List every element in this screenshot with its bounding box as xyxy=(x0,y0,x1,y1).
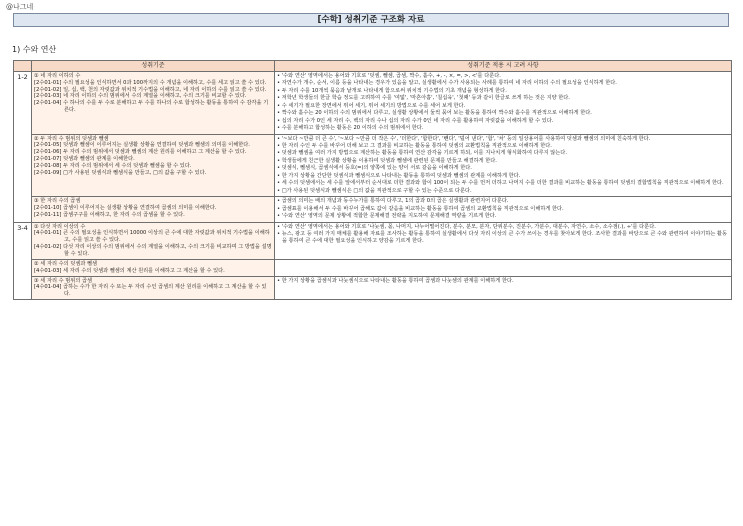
standard-item: [2수01-09] □가 사용된 덧셈식과 뺄셈식을 만들고, □의 값을 구할 수 있다. xyxy=(34,169,207,176)
standard-item: [4수01-02] 다섯 자리 이상의 수의 범위에서 수의 계열을 이해하고, 수의 크기를 비교하며 그 방법을 설명할 수 있다. xyxy=(34,244,272,257)
consideration-item: • 십의 자리 수가 0인 세 자리 수, 백의 자리 수나 십의 자리 수가 0인 네 자리 수를 활용하여 자릿값을 이해하게 할 수 있다. xyxy=(277,118,729,125)
considerations-cell xyxy=(275,197,732,222)
table-row xyxy=(14,71,732,134)
grade-band-cell: 3-4 xyxy=(14,222,32,300)
consideration-item: • 두 자리 수를 10개씩 묶음과 낱개로 나타내게 함으로써 위치적 기수법의 기초 개념을 형성하게 한다. xyxy=(277,88,729,95)
standards-cell xyxy=(32,197,275,222)
consideration-item: • 저학년 학생들의 한글 학습 정도를 고려하여 수를 '여덟', '마흔아홉', '칠십육', '첫째' 등과 같이 한글로 쓰게 하는 것은 지양 한다. xyxy=(277,95,729,102)
consideration-item: • '수와 연산' 영역에서는 용어와 기호로 '나눗셈, 몫, 나머지, 나누어떨어진다, 분수, 분모, 분자, 단위분수, 진분수, 가분수, 대분수, 자연수, 소수, 소수점(.), ÷'를 다룬다. xyxy=(277,224,729,231)
header-considerations: 성취기준 적용 시 고려 사항 xyxy=(275,61,732,72)
table-header-row xyxy=(14,61,732,72)
standards-cell xyxy=(32,222,275,259)
standards-cell xyxy=(32,71,275,134)
standards-block-title: ② 두 자리 수 범위의 덧셈과 뺄셈 xyxy=(34,135,109,142)
standard-item: [2수01-03] 네 자리 이하의 수의 범위에서 수의 계열을 이해하고, 수의 크기를 비교할 수 있다. xyxy=(34,93,247,100)
consideration-item: • '수와 연산' 영역의 문제 상황에 적합한 문제해결 전략을 지도하여 문제해결 역량을 기르게 한다. xyxy=(277,213,729,220)
standard-item: [2수01-10] 곱셈이 이루어지는 실생활 상황을 연결하여 곱셈의 의미를 이해한다. xyxy=(34,205,217,212)
considerations-cell xyxy=(275,259,732,276)
consideration-item: • 뉴스, 광고 등 여러 가지 매체를 활용해 자료를 조사하는 활동을 통하여 실생활에서 다섯 자리 이상의 큰 수가 쓰이는 경우를 찾아보게 한다. 조사한 결과를 바탕으로 큰 수와 관련하여 이야기하는 활동을 통하여 큰 수에 대한 필요성을 인식하고 양감을 기르게 한다. xyxy=(277,231,729,245)
considerations-cell xyxy=(275,134,732,197)
standard-item: [2수01-05] 덧셈과 뺄셈이 이루어지는 실생활 상황을 연결하여 덧셈과 뺄셈의 의미를 이해한다. xyxy=(34,142,250,149)
consideration-item: • 한 가지 상황을 곱셈식과 나눗셈식으로 나타내는 활동을 통하여 곱셈과 나눗셈의 관계를 이해하게 한다. xyxy=(277,278,729,285)
consideration-item: • 곱셈의 의미는 배의 개념과 동수누가를 통하여 다루고, 1의 곱과 0의 곱은 실생활과 관련지어 다룬다. xyxy=(277,198,729,205)
considerations-cell xyxy=(275,71,732,134)
header-grade-cell xyxy=(14,61,32,72)
standards-cell xyxy=(32,134,275,197)
standard-item: [4수01-01] 큰 수의 필요성을 인식하면서 10000 이상의 큰 수에 대한 자릿값과 위치적 기수법을 이해하고, 수를 읽고 쓸 수 있다. xyxy=(34,230,270,244)
header-standards: 성취기준 xyxy=(32,61,275,72)
achievement-table xyxy=(13,60,732,300)
table-row xyxy=(14,276,732,300)
table-row xyxy=(14,259,732,276)
consideration-item: • 학생들에게 친근한 실생활 상황을 이용하여 덧셈과 뺄셈에 관련된 문제를 만들고 해결하게 한다. xyxy=(277,158,729,165)
grade-band-cell: 1-2 xyxy=(14,71,32,222)
consideration-item: • '수와 연산' 영역에서는 용어와 기호로 '덧셈, 뺄셈, 곱셈, 짝수, 홀수, +, -, ×, =, >, <'를 다룬다. xyxy=(277,73,729,80)
consideration-item: • 한 가지 상황을 간단한 덧셈식과 뺄셈식으로 나타내는 활동을 통하여 덧셈과 뺄셈의 관계를 이해하게 한다. xyxy=(277,173,729,180)
consideration-item: • 덧셈과 뺄셈을 여러 가지 방법으로 계산하는 활동을 통하여 연산 감각을 기르게 하되, 이를 지나치게 형식화하여 다루지 않는다. xyxy=(277,150,729,157)
standards-block-title: ③ 세 자리 수 범위의 곱셈 xyxy=(34,277,92,284)
standard-item: [4수01-04] 곱하는 수가 한 자리 수 또는 두 자리 수인 곱셈의 계산 원리를 이해하고 그 계산을 할 수 있다. xyxy=(34,284,267,298)
table-row xyxy=(14,134,732,197)
standard-item: [2수01-04] 수 하나의 수를 두 수로 분해하고 두 수를 하나의 수로 합성하는 활동을 통하여 수 감각을 기른다. xyxy=(34,100,269,114)
consideration-item: • □가 사용된 덧셈식과 뺄셈식은 □의 값을 직관적으로 구할 수 있는 수준으로 다룬다. xyxy=(277,188,729,195)
considerations-cell xyxy=(275,222,732,259)
standards-block-title: ① 다섯 자리 이상의 수 xyxy=(34,223,86,230)
consideration-item: • 세 수의 덧셈에서는 세 수를 앞에서부터 순서대로 더한 결과와 합이 100이 되는 두 수를 먼저 더하고 나머지 수를 더한 결과를 비교하는 활동을 통하여 덧셈의 결합법칙을 직관적으로 이해하게 한다. xyxy=(277,180,729,187)
consideration-item: • 자연수가 개수, 순서, 이름 등을 나타내는 경우가 있음을 알고, 실생활에서 수가 사용되는 사례를 통하여 네 자리 이하의 수의 필요성을 인식하게 한다. xyxy=(277,80,729,87)
standard-item: [2수01-07] 덧셈과 뺄셈의 관계를 이해한다. xyxy=(34,156,135,163)
standards-cell xyxy=(32,259,275,276)
standard-item: [2수01-08] 두 자리 수의 범위에서 세 수의 덧셈과 뺄셈을 할 수 있다. xyxy=(34,162,192,169)
standard-item: [4수01-03] 세 자리 수의 덧셈과 뺄셈의 계산 원리를 이해하고 그 계산을 할 수 있다. xyxy=(34,267,225,274)
standards-block-title: ① 네 자리 이하의 수 xyxy=(34,72,81,79)
consideration-item: • 짝수와 홀수는 20 이하의 수의 범위에서 다루고, 실생활 상황에서 둘씩 묶어 보는 활동을 통하여 짝수와 홀수를 직관적으로 이해하게 한다. xyxy=(277,110,729,117)
consideration-item: • 수를 분해하고 합성하는 활동은 20 이하의 수의 범위에서 한다. xyxy=(277,125,729,132)
header-small-text: @나그네 xyxy=(6,3,34,11)
section-heading: 1) 수와 연산 xyxy=(12,45,57,54)
consideration-item: • 한 자리 수인 두 수를 바꾸어 더해 보고 그 결과를 비교하는 활동을 통하여 덧셈의 교환법칙을 직관적으로 이해하게 한다. xyxy=(277,143,729,150)
standard-item: [2수01-06] 두 자리 수의 범위에서 덧셈과 뺄셈의 계산 원리를 이해하고 그 계산을 할 수 있다. xyxy=(34,149,247,156)
standards-block-title: ③ 한 자리 수의 곱셈 xyxy=(34,198,81,205)
consideration-item: • 수 세기가 필요한 장면에서 뛰어 세기, 뛰어 세기의 방법으로 수를 세어 보게 한다. xyxy=(277,103,729,110)
standard-item: [2수01-11] 곱셈구구를 이해하고, 한 자리 수의 곱셈을 할 수 있다. xyxy=(34,211,185,218)
standard-item: [2수01-01] 수의 필요성을 인식하면서 0과 100까지의 수 개념을 이해하고, 수를 세고 읽고 쓸 수 있다. xyxy=(34,79,267,86)
consideration-item: • '~보다 ~만큼 더 큰 수', '~보다 ~만큼 더 작은 수', '더한다', '합한다', '뺀다', '덜어 낸다', '합', '차' 등의 일상용어를 사용하여 덧셈과 뺄셈의 의미에 친숙하게 한다. xyxy=(277,136,729,143)
standards-cell xyxy=(32,276,275,300)
page-title: [수학] 성취기준 구조화 자료 xyxy=(13,13,729,27)
considerations-cell xyxy=(275,276,732,300)
consideration-item: • 곱셈표를 이용해서 두 수를 바꾸어 곱해도 값이 같음을 비교하는 활동을 통하여 곱셈의 교환법칙을 직관적으로 이해하게 한다. xyxy=(277,206,729,213)
table-row xyxy=(14,197,732,222)
standard-item: [2수01-02] 일, 십, 백, 천의 자릿값과 위치적 기수법을 이해하고, 네 자리 이하의 수를 읽고 쓸 수 있다. xyxy=(34,86,267,93)
table-row xyxy=(14,222,732,259)
consideration-item: • 덧셈식, 뺄셈식, 곱셈식에서 등호(=)의 양쪽에 있는 양이 서로 같음을 이해하게 한다. xyxy=(277,165,729,172)
standards-block-title: ② 세 자리 수의 덧셈과 뺄셈 xyxy=(34,260,98,267)
